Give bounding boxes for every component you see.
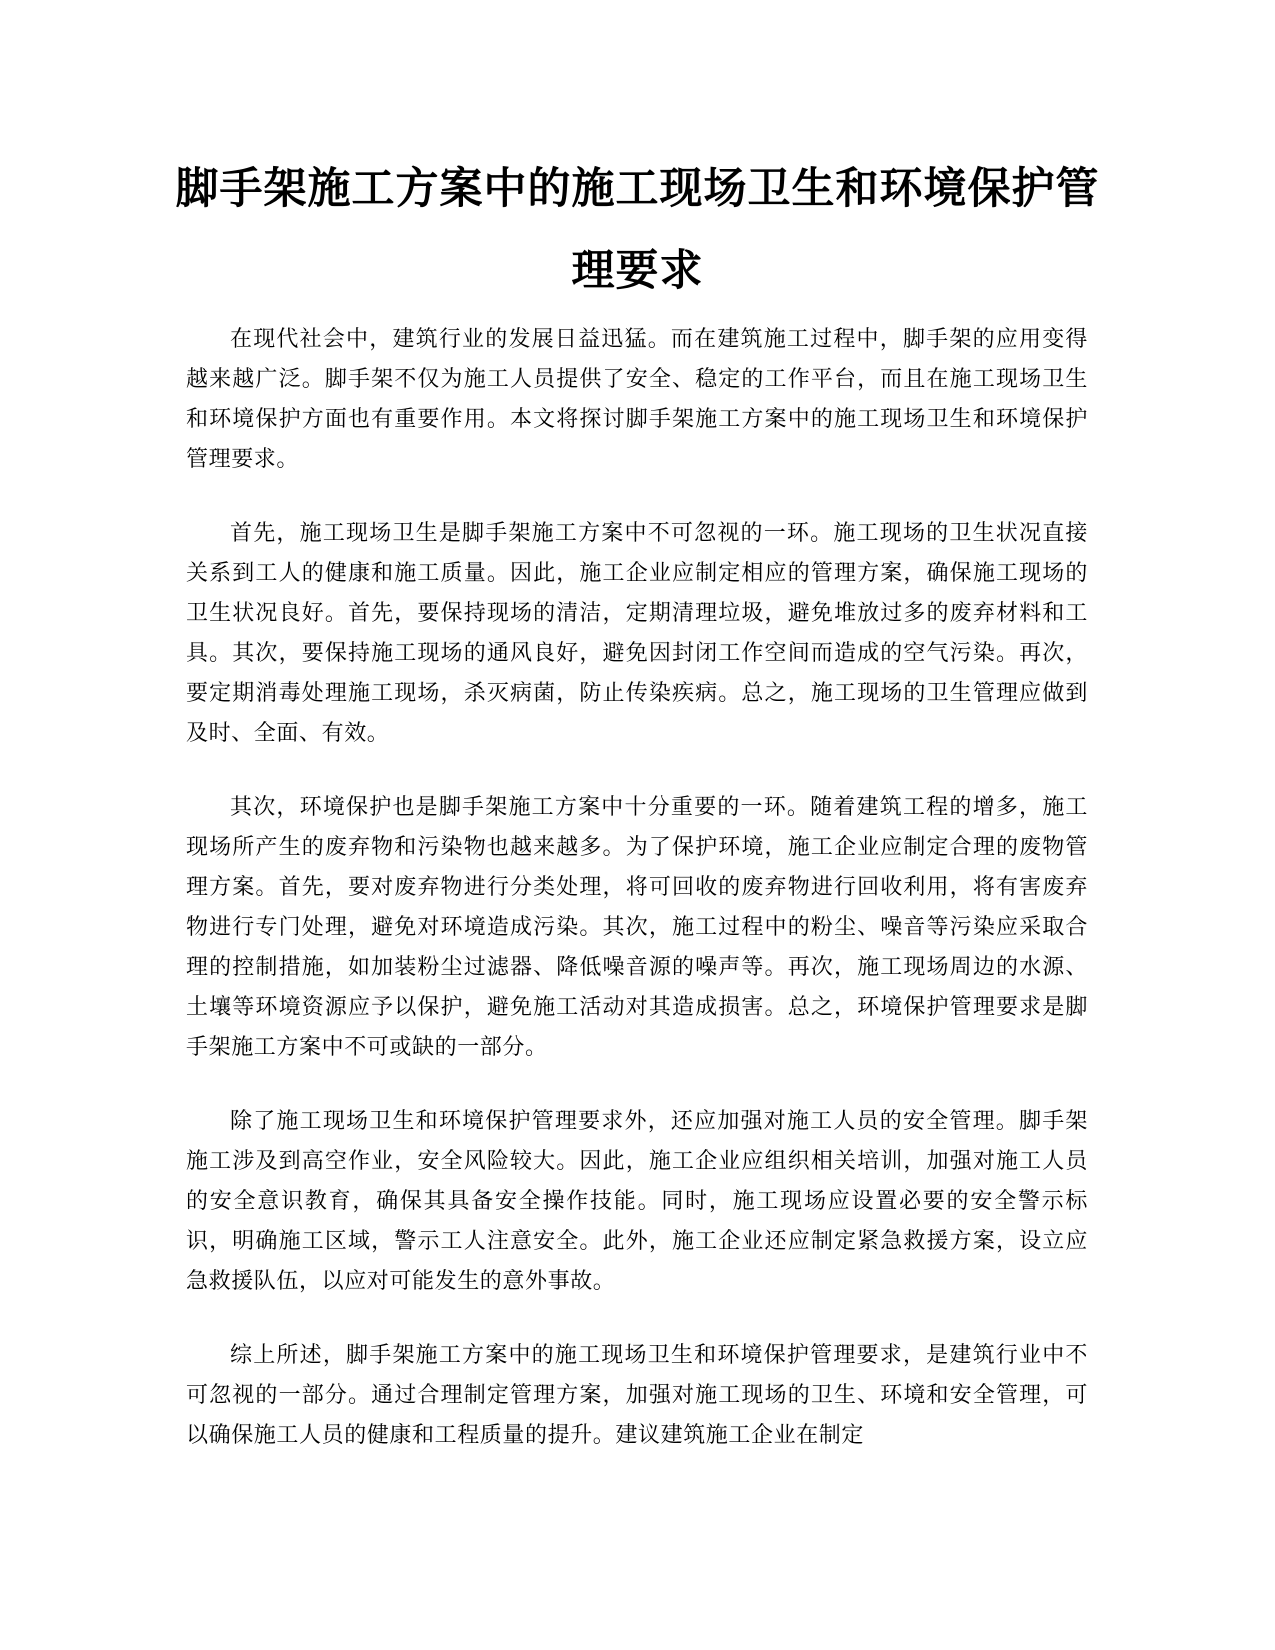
paragraph-conclusion: 综上所述，脚手架施工方案中的施工现场卫生和环境保护管理要求，是建筑行业中不可忽视的一部分。通过合理制定管理方案，加强对施工现场的卫生、环境和安全管理，可以确保施工人员的健康和工程质量的提升。建议建筑施工企业在制定: [186, 1343, 1088, 1448]
paragraph-environment-protection: 其次，环境保护也是脚手架施工方案中十分重要的一环。随着建筑工程的增多，施工现场所产生的废弃物和污染物也越来越多。为了保护环境，施工企业应制定合理的废物管理方案。首先，要对废弃物进行分类处理，将可回收的废弃物进行回收利用，将有害废弃物进行专门处理，避免对环境造成污染。其次，施工过程中的粉尘、噪音等污染应采取合理的控制措施，如加装粉尘过滤器、降低噪音源的噪声等。再次，施工现场周边的水源、土壤等环境资源应予以保护，避免施工活动对其造成损害。总之，环境保护管理要求是脚手架施工方案中不可或缺的一部分。: [186, 795, 1088, 1060]
paragraph-intro: 在现代社会中，建筑行业的发展日益迅猛。而在建筑施工过程中，脚手架的应用变得越来越广泛。脚手架不仅为施工人员提供了安全、稳定的工作平台，而且在施工现场卫生和环境保护方面也有重要作用。本文将探讨脚手架施工方案中的施工现场卫生和环境保护管理要求。: [186, 327, 1088, 472]
paragraph-safety-management: 除了施工现场卫生和环境保护管理要求外，还应加强对施工人员的安全管理。脚手架施工涉及到高空作业，安全风险较大。因此，施工企业应组织相关培训，加强对施工人员的安全意识教育，确保其具备安全操作技能。同时，施工现场应设置必要的安全警示标识，明确施工区域，警示工人注意安全。此外，施工企业还应制定紧急救援方案，设立应急救援队伍，以应对可能发生的意外事故。: [186, 1109, 1088, 1294]
document-title: 脚手架施工方案中的施工现场卫生和环境保护管理要求: [175, 164, 1100, 296]
document-body: [186, 320, 1088, 1490]
paragraph-site-hygiene: 首先，施工现场卫生是脚手架施工方案中不可忽视的一环。施工现场的卫生状况直接关系到工人的健康和施工质量。因此，施工企业应制定相应的管理方案，确保施工现场的卫生状况良好。首先，要保持现场的清洁，定期清理垃圾，避免堆放过多的废弃材料和工具。其次，要保持施工现场的通风良好，避免因封闭工作空间而造成的空气污染。再次，要定期消毒处理施工现场，杀灭病菌，防止传染疾病。总之，施工现场的卫生管理应做到及时、全面、有效。: [186, 521, 1088, 746]
